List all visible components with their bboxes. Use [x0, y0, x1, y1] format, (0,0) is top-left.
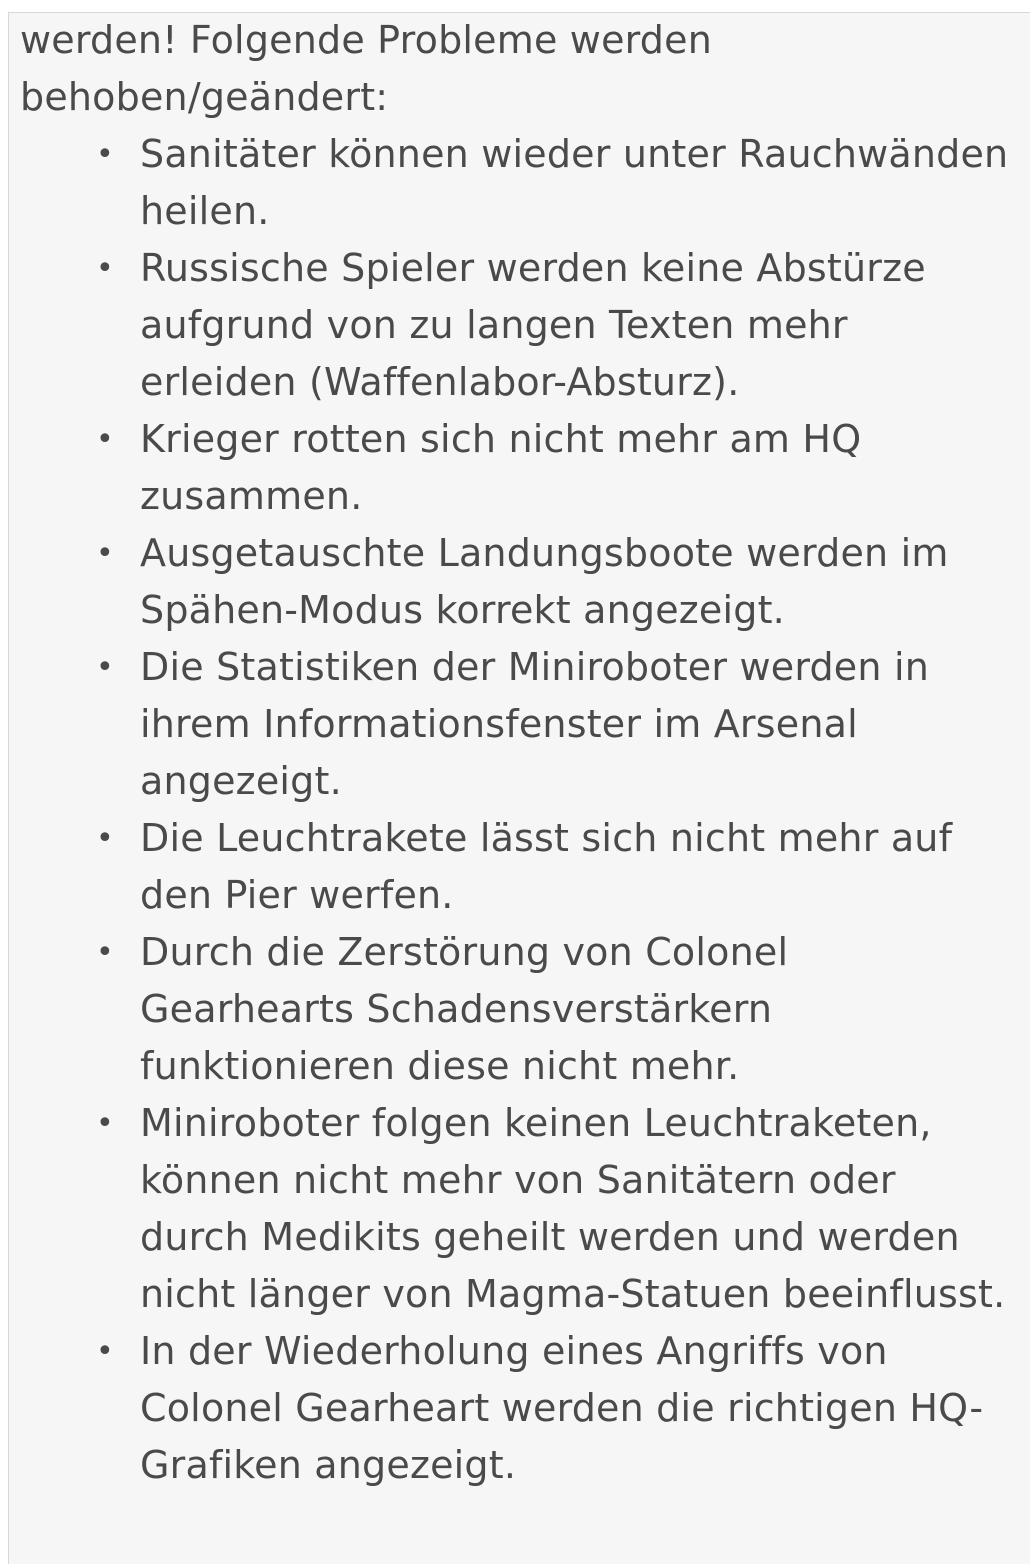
- list-item: [20, 525, 1010, 639]
- bullet-icon: •: [96, 821, 114, 856]
- patch-notes-content: [20, 12, 1010, 1494]
- bullet-icon: •: [96, 650, 114, 685]
- bullet-icon: •: [96, 251, 114, 286]
- bullet-icon: •: [96, 137, 114, 172]
- list-item: [20, 810, 1010, 924]
- list-item-text: Durch die Zerstörung von Colonel Gearhearts Schadensverstärkern funktionieren diese nicht mehr.: [140, 930, 789, 1088]
- list-item-text: Sanitäter können wieder unter Rauchwänden heilen.: [140, 132, 1009, 233]
- list-item: [20, 240, 1010, 411]
- list-item-text: Russische Spieler werden keine Abstürze aufgrund von zu langen Texten mehr erleiden (Waffenlabor-Absturz).: [140, 246, 926, 404]
- list-item-text: Ausgetauschte Landungsboote werden im Spähen-Modus korrekt angezeigt.: [140, 531, 949, 632]
- list-item-text: Die Leuchtrakete lässt sich nicht mehr auf den Pier werfen.: [140, 816, 953, 917]
- bullet-icon: •: [96, 422, 114, 457]
- list-item: [20, 126, 1010, 240]
- list-item-text: In der Wiederholung eines Angriffs von Colonel Gearheart werden die richtigen HQ-Grafiken angezeigt.: [140, 1329, 984, 1487]
- list-item-text: Krieger rotten sich nicht mehr am HQ zusammen.: [140, 417, 862, 518]
- bullet-icon: •: [96, 1106, 114, 1141]
- list-item: [20, 639, 1010, 810]
- intro-text: werden! Folgende Probleme werden behoben/geändert:: [20, 18, 712, 119]
- bullet-icon: •: [96, 536, 114, 571]
- fix-list: [20, 126, 1010, 1494]
- list-item: [20, 411, 1010, 525]
- list-item: [20, 924, 1010, 1095]
- list-item-text: Miniroboter folgen keinen Leuchtraketen, können nicht mehr von Sanitätern oder durch Medikits geheilt werden und werden nicht länger von Magma-Statuen beeinflusst.: [140, 1101, 1006, 1316]
- bullet-icon: •: [96, 1334, 114, 1369]
- list-item: [20, 1095, 1010, 1323]
- list-item: [20, 1323, 1010, 1494]
- bullet-icon: •: [96, 935, 114, 970]
- list-item-text: Die Statistiken der Miniroboter werden in ihrem Informationsfenster im Arsenal angezeigt.: [140, 645, 929, 803]
